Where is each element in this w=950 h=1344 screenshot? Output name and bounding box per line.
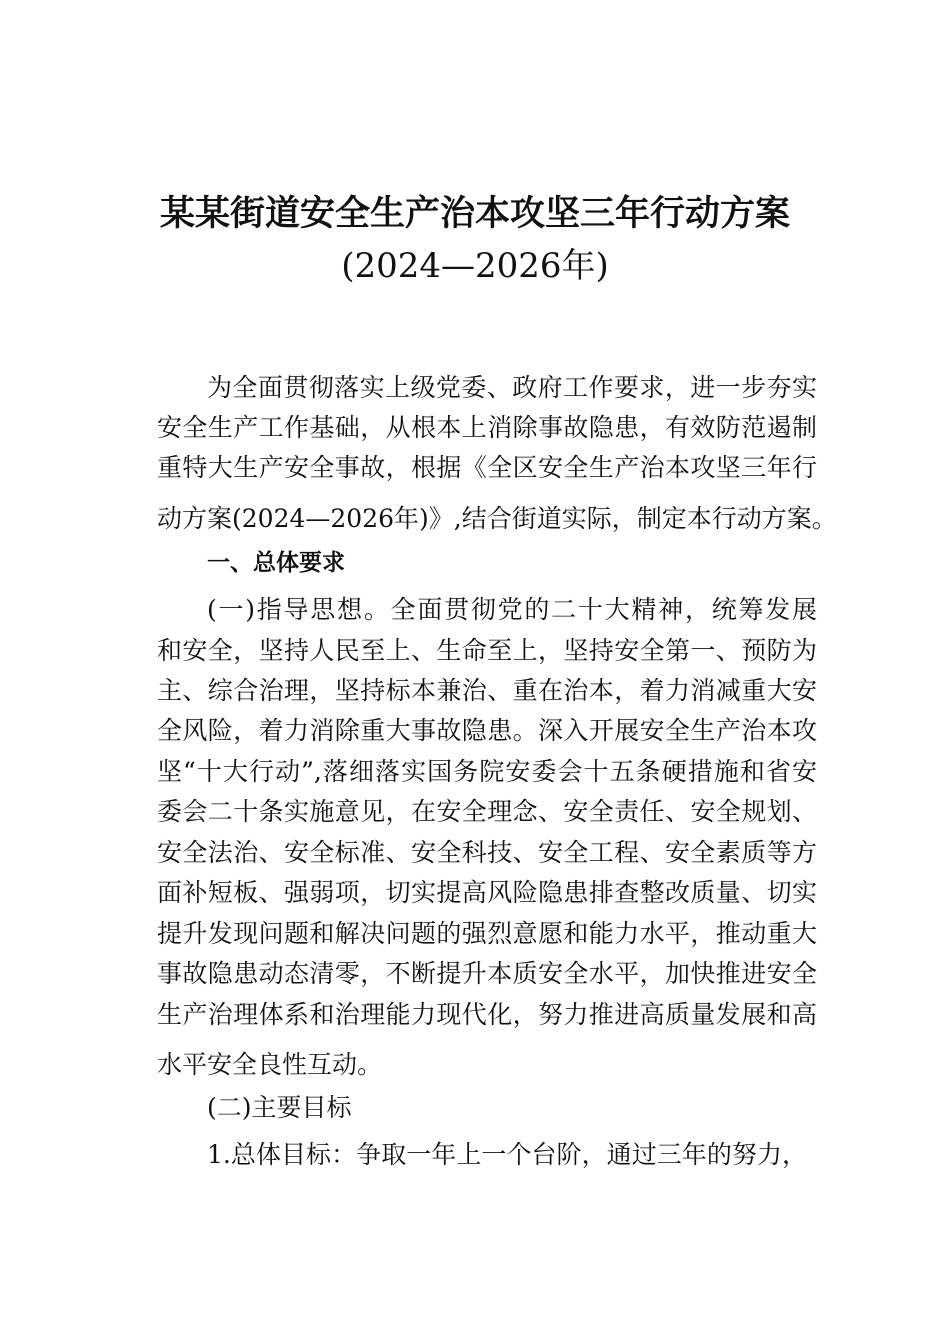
paragraph-line: 事故隐患动态清零，不断提升本质安全水平，加快推进安全 (157, 959, 817, 988)
paragraph-line: 坚“十大行动”,落细落实国务院安委会十五条硬措施和省安 (157, 757, 817, 786)
document-title: 某某街道安全生产治本攻坚三年行动方案 (159, 194, 790, 234)
intro-line: 动方案(2024—2026年)》,结合街道实际，制定本行动方案。 (157, 504, 837, 533)
paragraph-line: 全风险，着力消除重大事故隐患。深入开展安全生产治本攻 (157, 716, 817, 745)
subsection-heading: (二)主要目标 (207, 1093, 352, 1122)
paragraph-line: 1.总体目标：争取一年上一个台阶，通过三年的努力， (207, 1140, 807, 1169)
intro-line: 安全生产工作基础，从根本上消除事故隐患，有效防范遏制 (157, 413, 817, 442)
intro-line: 重特大生产安全事故，根据《全区安全生产治本攻坚三年行 (157, 453, 817, 482)
paragraph-line: 面补短板、强弱项，切实提高风险隐患排查整改质量、切实 (157, 878, 817, 907)
paragraph-line: 和安全，坚持人民至上、生命至上，坚持安全第一、预防为 (157, 636, 817, 665)
paragraph-line: 安全法治、安全标准、安全科技、安全工程、安全素质等方 (157, 838, 817, 867)
intro-line: 为全面贯彻落实上级党委、政府工作要求，进一步夯实 (207, 373, 817, 402)
paragraph-line: 提升发现问题和解决问题的强烈意愿和能力水平，推动重大 (157, 919, 817, 948)
document-subtitle-years: (2024—2026年) (341, 246, 609, 286)
paragraph-line: (一)指导思想。全面贯彻党的二十大精神，统筹发展 (207, 595, 817, 624)
section-heading: 一、总体要求 (207, 550, 345, 576)
paragraph-line: 水平安全良性互动。 (157, 1050, 383, 1079)
paragraph-line: 生产治理体系和治理能力现代化，努力推进高质量发展和高 (157, 1000, 817, 1029)
paragraph-line: 主、综合治理，坚持标本兼治、重在治本，着力消减重大安 (157, 676, 817, 705)
paragraph-line: 委会二十条实施意见，在安全理念、安全责任、安全规划、 (157, 797, 817, 826)
